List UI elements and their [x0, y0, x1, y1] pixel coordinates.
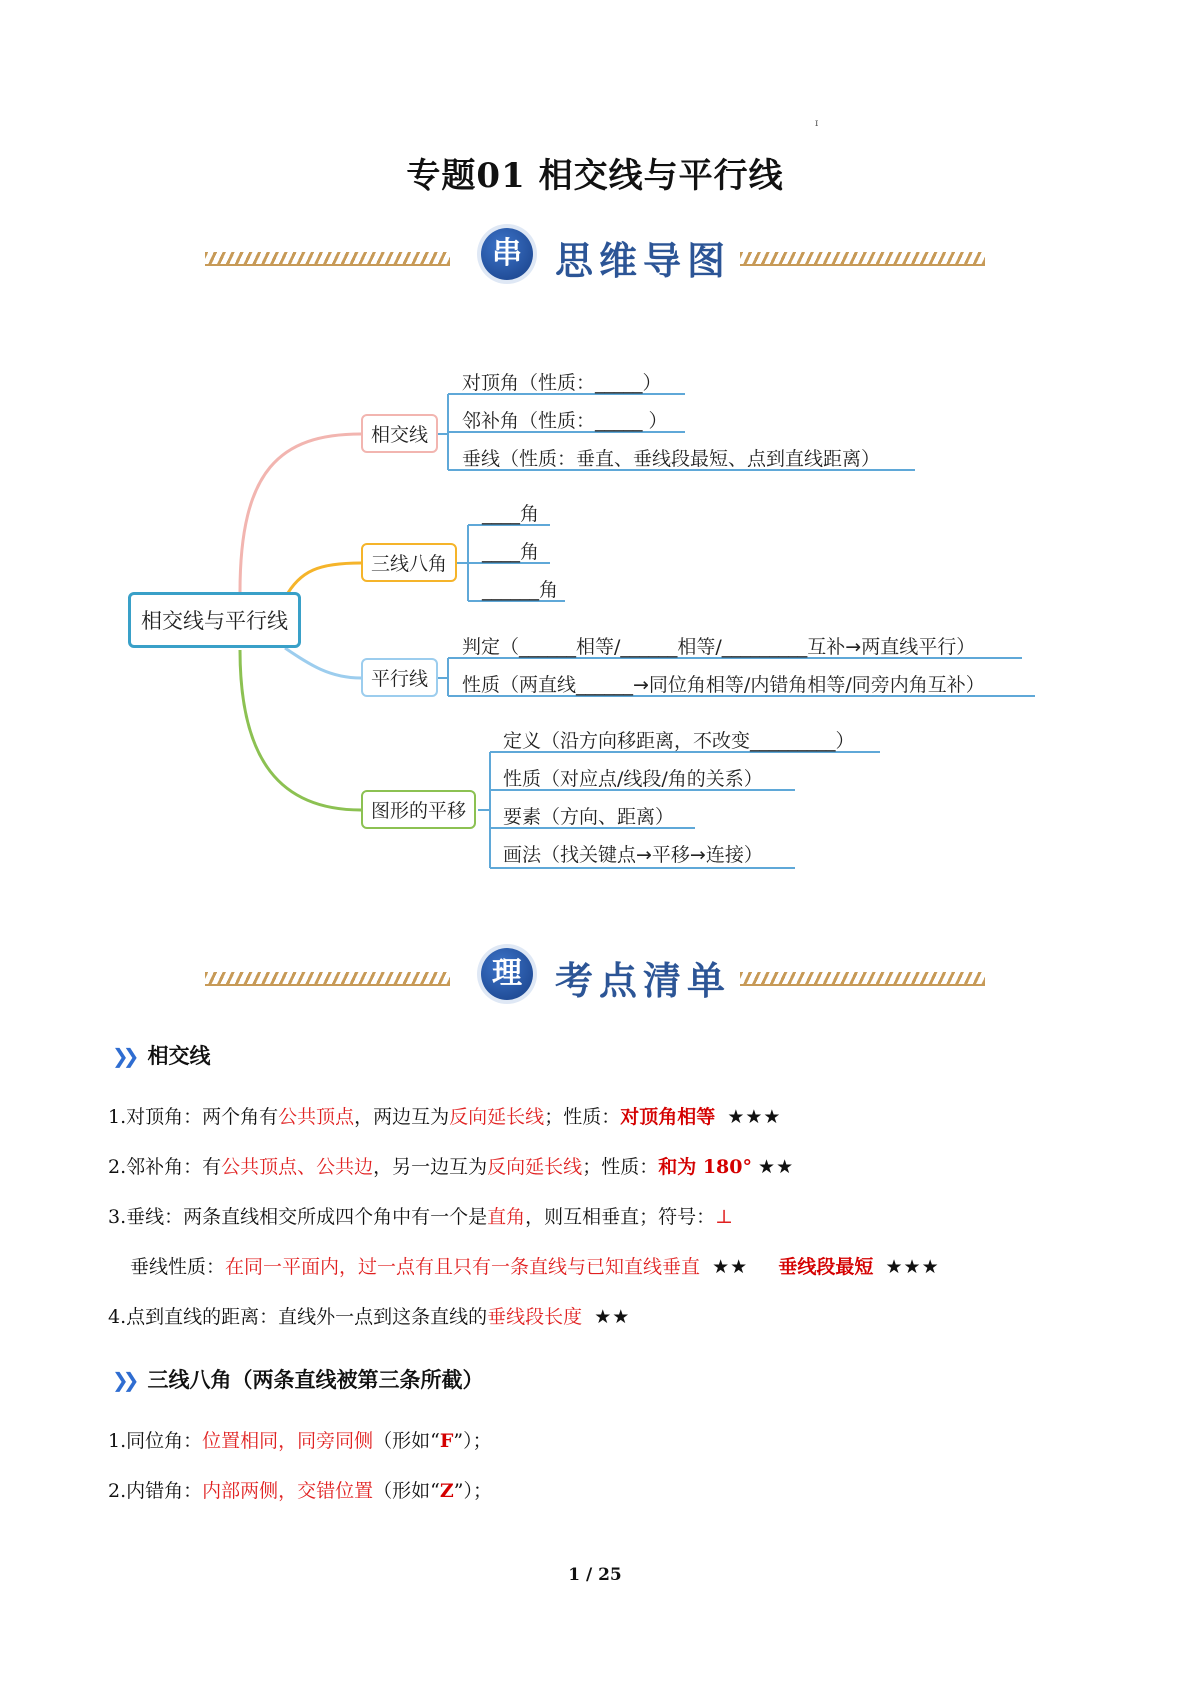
point-distance: 4.点到直线的距离：直线外一点到这条直线的垂线段长度 ★★: [108, 1306, 631, 1328]
point-alternate-angles: 2.内错角：内部两侧，交错位置（形如“Z”）；: [108, 1480, 492, 1502]
leaf-translation-properties: 性质（对应点/线段/角的关系）: [503, 768, 763, 790]
section-title: 相交线: [147, 1044, 211, 1068]
mindmap-root: 相交线与平行线: [128, 592, 301, 648]
point-perpendicular-properties: 垂线性质：在同一平面内，过一点有且只有一条直线与已知直线垂直 ★★ 垂线段最短 ★★★: [130, 1256, 940, 1278]
banner-title: 考点清单: [555, 958, 732, 1003]
page-number: 1 / 25: [568, 1565, 622, 1585]
leaf-angle-1: ____角: [482, 503, 540, 525]
point-corresponding-angles: 1.同位角：位置相同，同旁同侧（形如“F”）；: [108, 1430, 492, 1452]
branch-three-lines-eight-angles: 三线八角: [361, 543, 457, 582]
page-title: 专题01 相交线与平行线: [406, 156, 784, 196]
leaf-translation-definition: 定义（沿方向移距离，不改变_________）: [503, 730, 855, 752]
branch-intersecting-lines: 相交线: [361, 414, 438, 453]
leaf-perpendicular: 垂线（性质：垂直、垂线段最短、点到直线距离）: [462, 448, 881, 470]
leaf-vertical-angles: 对顶角（性质：_____）: [462, 372, 662, 394]
chevron-icon: ❯❯: [112, 1044, 134, 1068]
star-rating: ★★: [758, 1156, 795, 1178]
checklist-banner: [205, 938, 985, 1018]
banner-title: 思维导图: [555, 238, 732, 283]
star-rating: ★★★: [885, 1256, 940, 1278]
leaf-parallel-properties: 性质（两直线______→同位角相等/内错角相等/同旁内角互补）: [462, 674, 985, 696]
section-heading-intersecting-lines: [112, 1040, 211, 1070]
badge-icon: 理: [481, 948, 533, 1000]
corner-mark: ɪ: [815, 118, 819, 129]
leaf-angle-3: ______角: [482, 579, 559, 601]
branch-translation: 图形的平移: [361, 790, 476, 829]
decor-stripe-left: [205, 972, 450, 986]
leaf-translation-method: 画法（找关键点→平移→连接）: [503, 844, 763, 866]
star-rating: ★★: [712, 1256, 749, 1278]
badge-icon: 串: [481, 228, 533, 280]
branch-parallel-lines: 平行线: [361, 658, 438, 697]
star-rating: ★★: [594, 1306, 631, 1328]
leaf-parallel-criteria: 判定（______相等/______相等/_________互补→两直线平行）: [462, 636, 976, 658]
leaf-angle-2: ____角: [482, 541, 540, 563]
section-heading-three-lines: [112, 1364, 484, 1394]
point-adjacent-angles: 2.邻补角：有公共顶点、公共边，另一边互为反向延长线；性质：和为 180° ★★: [108, 1156, 795, 1178]
star-rating: ★★★: [727, 1106, 782, 1128]
leaf-translation-elements: 要素（方向、距离）: [503, 806, 675, 828]
chevron-icon: ❯❯: [112, 1368, 134, 1392]
decor-stripe-right: [740, 972, 985, 986]
point-perpendicular: 3.垂线：两条直线相交所成四个角中有一个是直角，则互相垂直；符号：⊥: [108, 1206, 734, 1228]
point-vertical-angles: 1.对顶角：两个角有公共顶点，两边互为反向延长线；性质：对顶角相等 ★★★: [108, 1106, 782, 1128]
leaf-adjacent-supplementary: 邻补角（性质：_____ ）: [462, 410, 668, 432]
section-title: 三线八角（两条直线被第三条所截）: [147, 1368, 484, 1392]
